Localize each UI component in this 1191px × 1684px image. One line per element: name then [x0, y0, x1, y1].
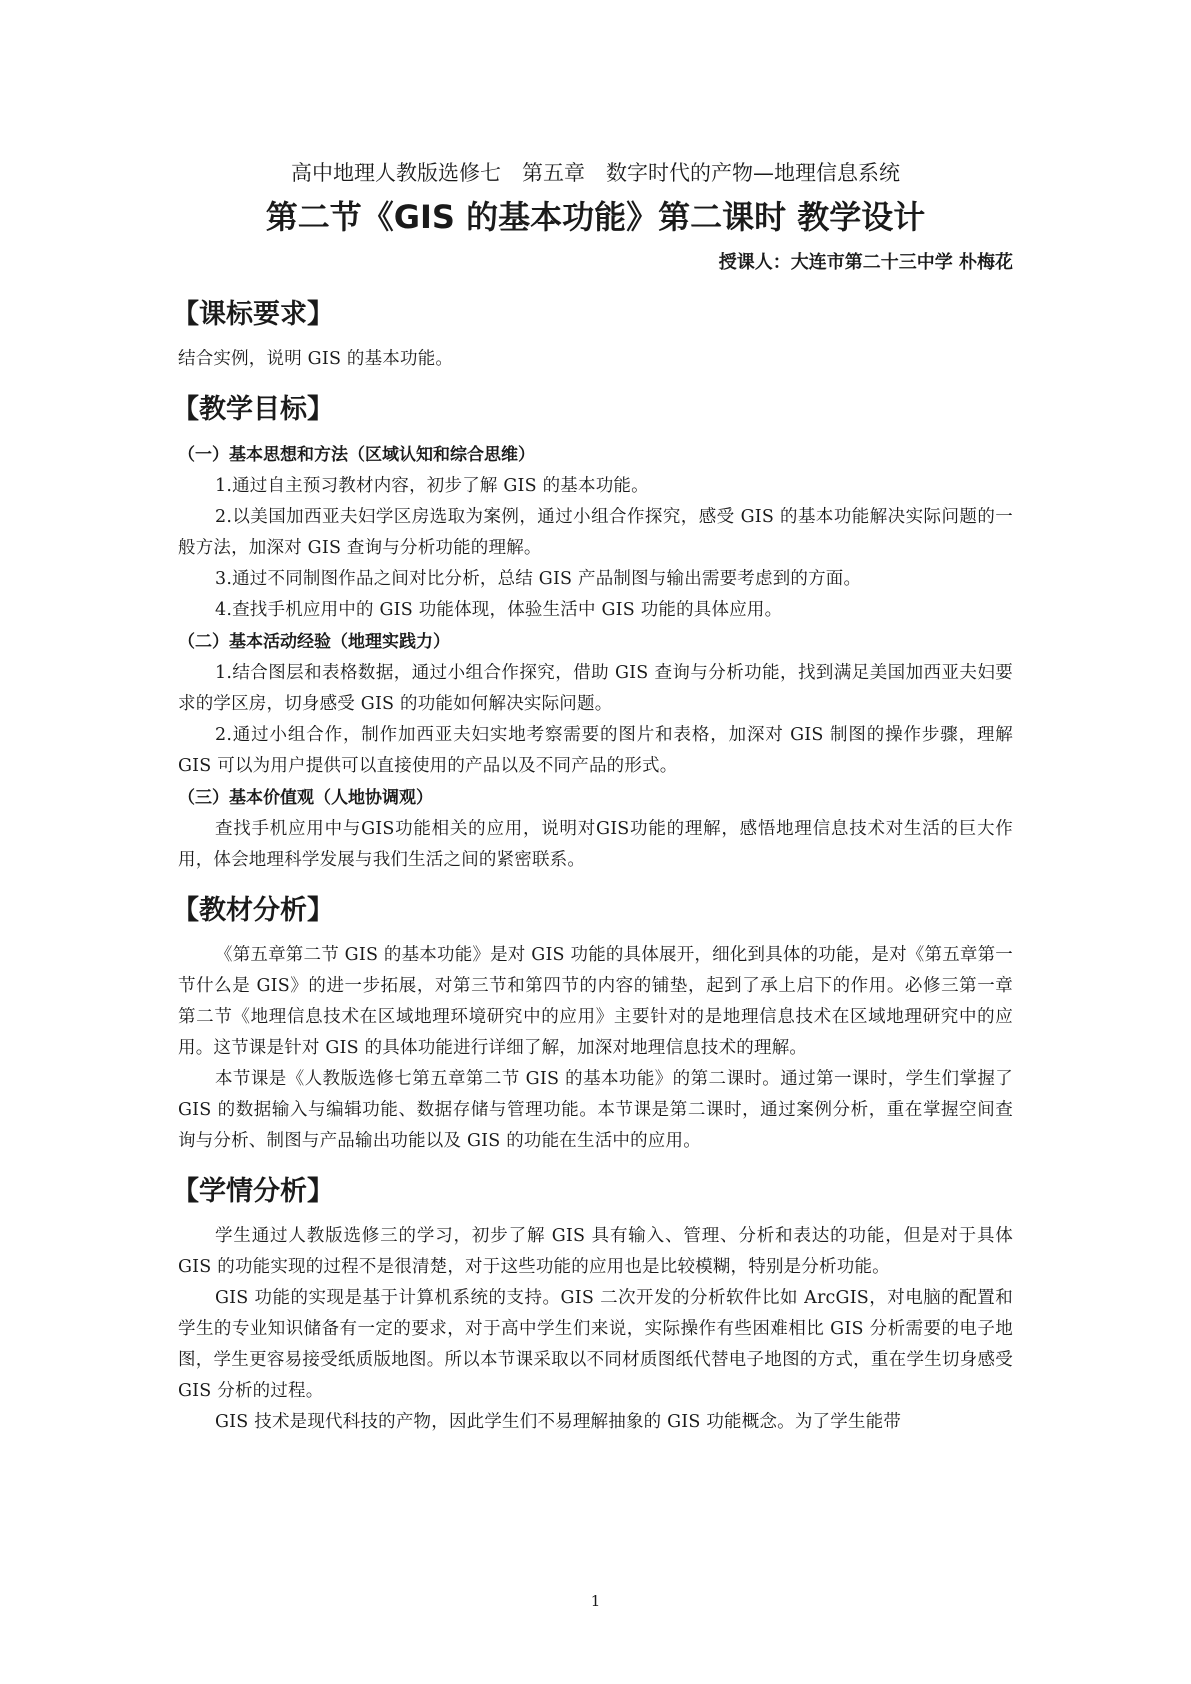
- section-heading-curriculum: 【课标要求】: [172, 299, 334, 330]
- goal-item: 1.结合图层和表格数据，通过小组合作探究，借助 GIS 查询与分析功能，找到满足美国加西亚夫妇要求的学区房，切身感受 GIS 的功能如何解决实际问题。: [178, 663, 1013, 714]
- author-line: 授课人：大连市第二十三中学 朴梅花: [718, 252, 1013, 273]
- students-paragraph: GIS 功能的实现是基于计算机系统的支持。GIS 二次开发的分析软件比如 ArcGIS，对电脑的配置和学生的专业知识储备有一定的要求，对于高中学生们来说，实际操作有些困难相比 GIS 分析需要的电子地图，学生更容易接受纸质版地图。所以本节课采取以不同材质图纸代替电子地图的方式，重在学生切身感受 GIS 分析的过程。: [178, 1288, 1013, 1401]
- page-number: 1: [590, 1592, 601, 1610]
- section-heading-material: 【教材分析】: [172, 895, 334, 926]
- goal-item: 3.通过不同制图作品之间对比分析，总结 GIS 产品制图与输出需要考虑到的方面。: [215, 569, 862, 589]
- goal-item: 2.以美国加西亚夫妇学区房选取为案例，通过小组合作探究，感受 GIS 的基本功能解决实际问题的一般方法，加深对 GIS 查询与分析功能的理解。: [178, 507, 1013, 558]
- goal-item: 1.通过自主预习教材内容，初步了解 GIS 的基本功能。: [215, 476, 649, 496]
- goals-subheading-3: （三）基本价值观（人地协调观）: [178, 788, 433, 808]
- goal-item: 查找手机应用中与GIS功能相关的应用，说明对GIS功能的理解，感悟地理信息技术对生活的巨大作用，体会地理科学发展与我们生活之间的紧密联系。: [178, 819, 1013, 870]
- curriculum-text: 结合实例，说明 GIS 的基本功能。: [178, 349, 454, 369]
- document-title: 第二节《GIS 的基本功能》第二课时 教学设计: [265, 198, 926, 236]
- students-paragraph: GIS 技术是现代科技的产物，因此学生们不易理解抽象的 GIS 功能概念。为了学生能带: [215, 1412, 902, 1432]
- students-paragraph: 学生通过人教版选修三的学习，初步了解 GIS 具有输入、管理、分析和表达的功能，但是对于具体 GIS 的功能实现的过程不是很清楚，对于这些功能的应用也是比较模糊，特别是分析功能。: [178, 1226, 1013, 1277]
- document-subtitle: 高中地理人教版选修七 第五章 数字时代的产物—地理信息系统: [291, 161, 900, 185]
- material-paragraph: 《第五章第二节 GIS 的基本功能》是对 GIS 功能的具体展开，细化到具体的功能，是对《第五章第一节什么是 GIS》的进一步拓展，对第三节和第四节的内容的铺垫，起到了承上启下的作用。必修三第一章第二节《地理信息技术在区域地理环境研究中的应用》主要针对的是地理信息技术在区域地理研究中的应用。这节课是针对 GIS 的具体功能进行详细了解，加深对地理信息技术的理解。: [178, 945, 1014, 1058]
- material-paragraph: 本节课是《人教版选修七第五章第二节 GIS 的基本功能》的第二课时。通过第一课时，学生们掌握了 GIS 的数据输入与编辑功能、数据存储与管理功能。本节课是第二课时，通过案例分析，重在掌握空间查询与分析、制图与产品输出功能以及 GIS 的功能在生活中的应用。: [178, 1069, 1013, 1151]
- goals-subheading-1: （一）基本思想和方法（区域认知和综合思维）: [178, 445, 535, 465]
- goals-subheading-2: （二）基本活动经验（地理实践力）: [178, 632, 450, 652]
- section-heading-goals: 【教学目标】: [172, 394, 334, 425]
- section-heading-students: 【学情分析】: [172, 1176, 334, 1207]
- goal-item: 2.通过小组合作，制作加西亚夫妇实地考察需要的图片和表格，加深对 GIS 制图的操作步骤，理解 GIS 可以为用户提供可以直接使用的产品以及不同产品的形式。: [178, 725, 1013, 776]
- goal-item: 4.查找手机应用中的 GIS 功能体现，体验生活中 GIS 功能的具体应用。: [215, 600, 783, 620]
